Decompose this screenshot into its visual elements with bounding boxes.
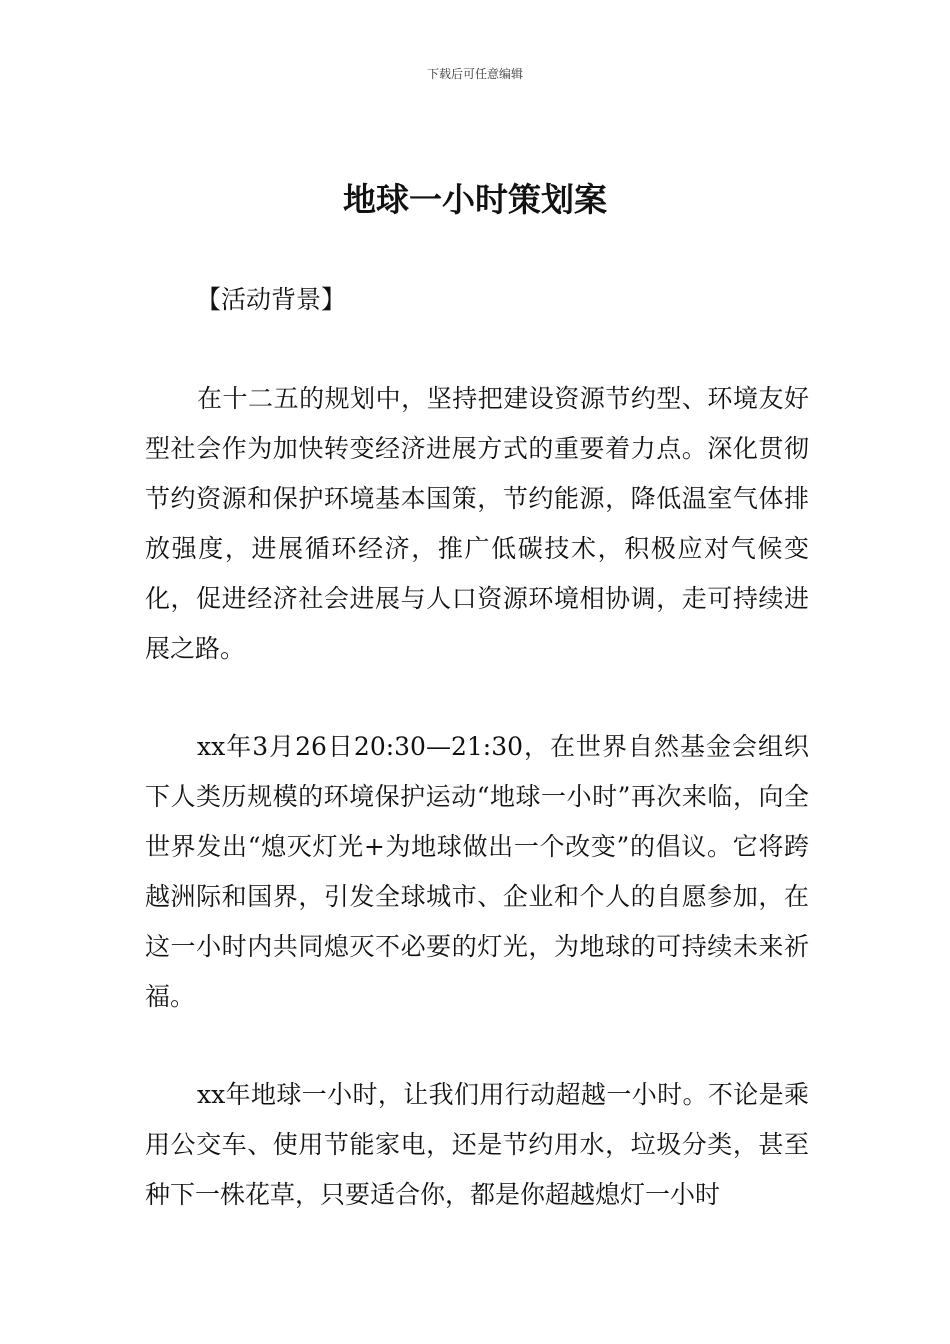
paragraph-planning: 在十二五的规划中，坚持把建设资源节约型、环境友好型社会作为加快转变经济进展方式的重要着力点。深化贯彻节约资源和保护环境基本国策，节约能源，降低温室气体排放强度，进展循环经济，推广低碳技术，积极应对气候变化，促进经济社会进展与人口资源环境相协调，走可持续进展之路。: [145, 384, 809, 663]
document-title: 地球一小时策划案: [343, 180, 607, 219]
paragraph-beyond-the-hour: xx年地球一小时，让我们用行动超越一小时。不论是乘用公交车、使用节能家电，还是节约用水，垃圾分类，甚至种下一株花草，只要适合你，都是你超越熄灯一小时: [145, 1080, 809, 1209]
paragraph-earth-hour-event: xx年3月26日20:30—21:30，在世界自然基金会组织下人类历规模的环境保护运动“地球一小时”再次来临，向全世界发出“熄灭灯光+为地球做出一个改变”的倡议。它将跨越洲际和国界，引发全球城市、企业和个人的自愿参加，在这一小时内共同熄灭不必要的灯光，为地球的可持续未来祈福。: [145, 732, 809, 1011]
section-heading-background: 【活动背景】: [196, 285, 347, 314]
header-note: 下载后可任意编辑: [426, 67, 523, 81]
